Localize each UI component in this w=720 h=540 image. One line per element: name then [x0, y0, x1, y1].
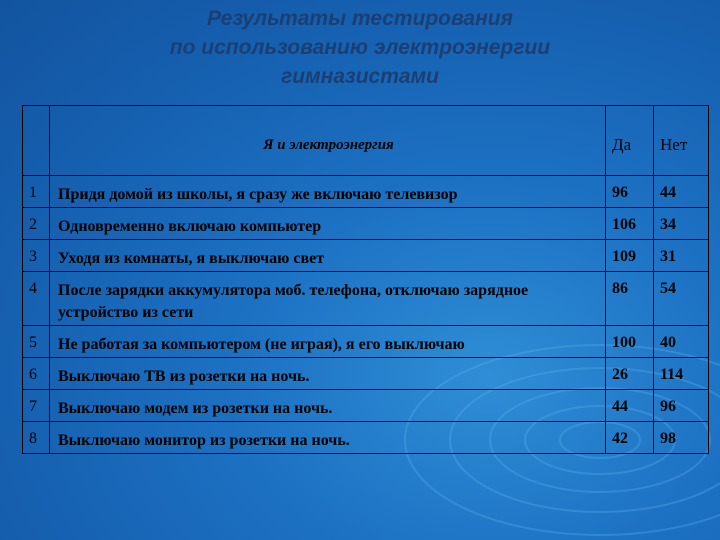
table-row [23, 326, 709, 358]
row-yes-count: 100 [606, 326, 654, 358]
row-yes-count: 106 [606, 208, 654, 240]
row-no-count: 54 [654, 272, 709, 326]
row-no-count: 40 [654, 326, 709, 358]
table-row [23, 422, 709, 454]
header-number-cell [23, 106, 50, 176]
row-number: 2 [23, 208, 50, 240]
row-number: 1 [23, 176, 50, 208]
row-yes-count: 86 [606, 272, 654, 326]
row-question: Выключаю ТВ из розетки на ночь. [50, 358, 606, 390]
row-yes-count: 26 [606, 358, 654, 390]
row-no-count: 44 [654, 176, 709, 208]
row-question: Выключаю модем из розетки на ночь. [50, 390, 606, 422]
row-number: 4 [23, 272, 50, 326]
row-number: 6 [23, 358, 50, 390]
results-table [22, 105, 709, 454]
row-yes-count: 44 [606, 390, 654, 422]
title-line-2: по использованию электроэнергии [169, 36, 551, 59]
row-number: 8 [23, 422, 50, 454]
row-number: 5 [23, 326, 50, 358]
table-header-row [23, 106, 709, 176]
header-no-cell: Нет [654, 106, 709, 176]
row-yes-count: 96 [606, 176, 654, 208]
page-title [0, 4, 720, 91]
table-row [23, 240, 709, 272]
title-line-3: гимназистами [281, 65, 439, 88]
header-yes-cell: Да [606, 106, 654, 176]
row-question: Придя домой из школы, я сразу же включаю телевизор [50, 176, 606, 208]
row-number: 7 [23, 390, 50, 422]
row-question: После зарядки аккумулятора моб. телефона, отключаю зарядное устройство из сети [50, 272, 606, 326]
row-question: Уходя из комнаты, я выключаю свет [50, 240, 606, 272]
row-yes-count: 109 [606, 240, 654, 272]
row-yes-count: 42 [606, 422, 654, 454]
row-no-count: 96 [654, 390, 709, 422]
row-no-count: 114 [654, 358, 709, 390]
table-row [23, 390, 709, 422]
table-row [23, 358, 709, 390]
row-number: 3 [23, 240, 50, 272]
table-row [23, 272, 709, 326]
row-no-count: 34 [654, 208, 709, 240]
table-row [23, 176, 709, 208]
row-question: Выключаю монитор из розетки на ночь. [50, 422, 606, 454]
title-line-1: Результаты тестирования [207, 7, 513, 30]
row-no-count: 31 [654, 240, 709, 272]
row-question: Не работая за компьютером (не играя), я его выключаю [50, 326, 606, 358]
row-no-count: 98 [654, 422, 709, 454]
row-question: Одновременно включаю компьютер [50, 208, 606, 240]
header-question-cell: Я и электроэнергия [50, 106, 606, 176]
table-row [23, 208, 709, 240]
